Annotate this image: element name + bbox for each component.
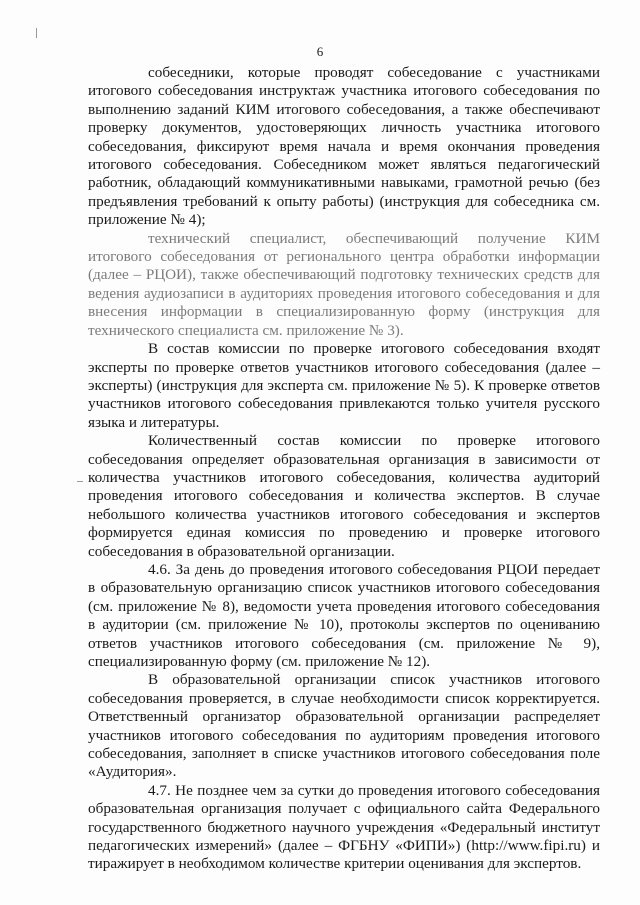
paragraph: 4.7. Не позднее чем за сутки до проведения итогового собеседования образовательная организация получает с официального сайта Федерального государственного бюджетного научного учреждения «Федеральный институт педагогических измерений» (далее – ФГБНУ «ФИПИ») (http://www.fipi.ru) и тиражирует в необходимом количестве критерии оценивания для экспертов. — [88, 781, 600, 873]
paragraph: 4.6. За день до проведения итогового собеседования РЦОИ передает в образовательную организацию список участников итогового собеседования (см. приложение № 8), ведомости учета проведения итогового собеседования в аудитории (см. приложение № 10), протоколы экспертов по оцениванию ответов участников итогового собеседования (см. приложение № 9), специализированную форму (см. приложение № 12). — [88, 560, 600, 670]
margin-mark — [36, 28, 37, 38]
paragraph: собеседники, которые проводят собеседование с участниками итогового собеседования инструктаж участника итогового собеседования по выполнению заданий КИМ итогового собеседования, а также обеспечивают проверку документов, удостоверяющих личность участника итогового собеседования, фиксируют время начала и время окончания проведения итогового собеседования. Собеседником может являться педагогический работник, обладающий коммуникативными навыками, грамотной речью (без предъявления требований к опыту работы) (инструкция для собеседника см. приложение № 4); — [88, 64, 600, 229]
paragraph: технический специалист, обеспечивающий получение КИМ итогового собеседования от регионального центра обработки информации (далее – РЦОИ), также обеспечивающий подготовку технических средств для ведения аудиозаписи в аудиториях проведения итогового собеседования и для внесения информации в специализированную форму (инструкция для технического специалиста см. приложение № 3). — [88, 229, 600, 339]
paragraph: В образовательной организации список участников итогового собеседования проверяется, в случае необходимости список корректируется. Ответственный организатор образовательной организации распределяет участников итогового собеседования по аудиториям проведения итогового собеседования, заполняет в списке участников итогового собеседования поле «Аудитория». — [88, 671, 600, 781]
margin-mark — [77, 481, 83, 482]
paragraph: Количественный состав комиссии по проверке итогового собеседования определяет образовательная организация в зависимости от количества участников итогового собеседования, количества аудиторий проведения итогового собеседования и количества экспертов. В случае небольшого количества участников итогового собеседования и экспертов формируется единая комиссия по проведению и проверке итогового собеседования в образовательной организации. — [88, 432, 600, 560]
paragraph: В состав комиссии по проверке итогового собеседования входят эксперты по проверке ответов участников итогового собеседования (далее – эксперты) (инструкция для эксперта см. приложение № 5). К проверке ответов участников итогового собеседования привлекаются только учителя русского языка и литературы. — [88, 340, 600, 431]
document-body — [88, 64, 600, 874]
page-number: 6 — [316, 44, 324, 59]
